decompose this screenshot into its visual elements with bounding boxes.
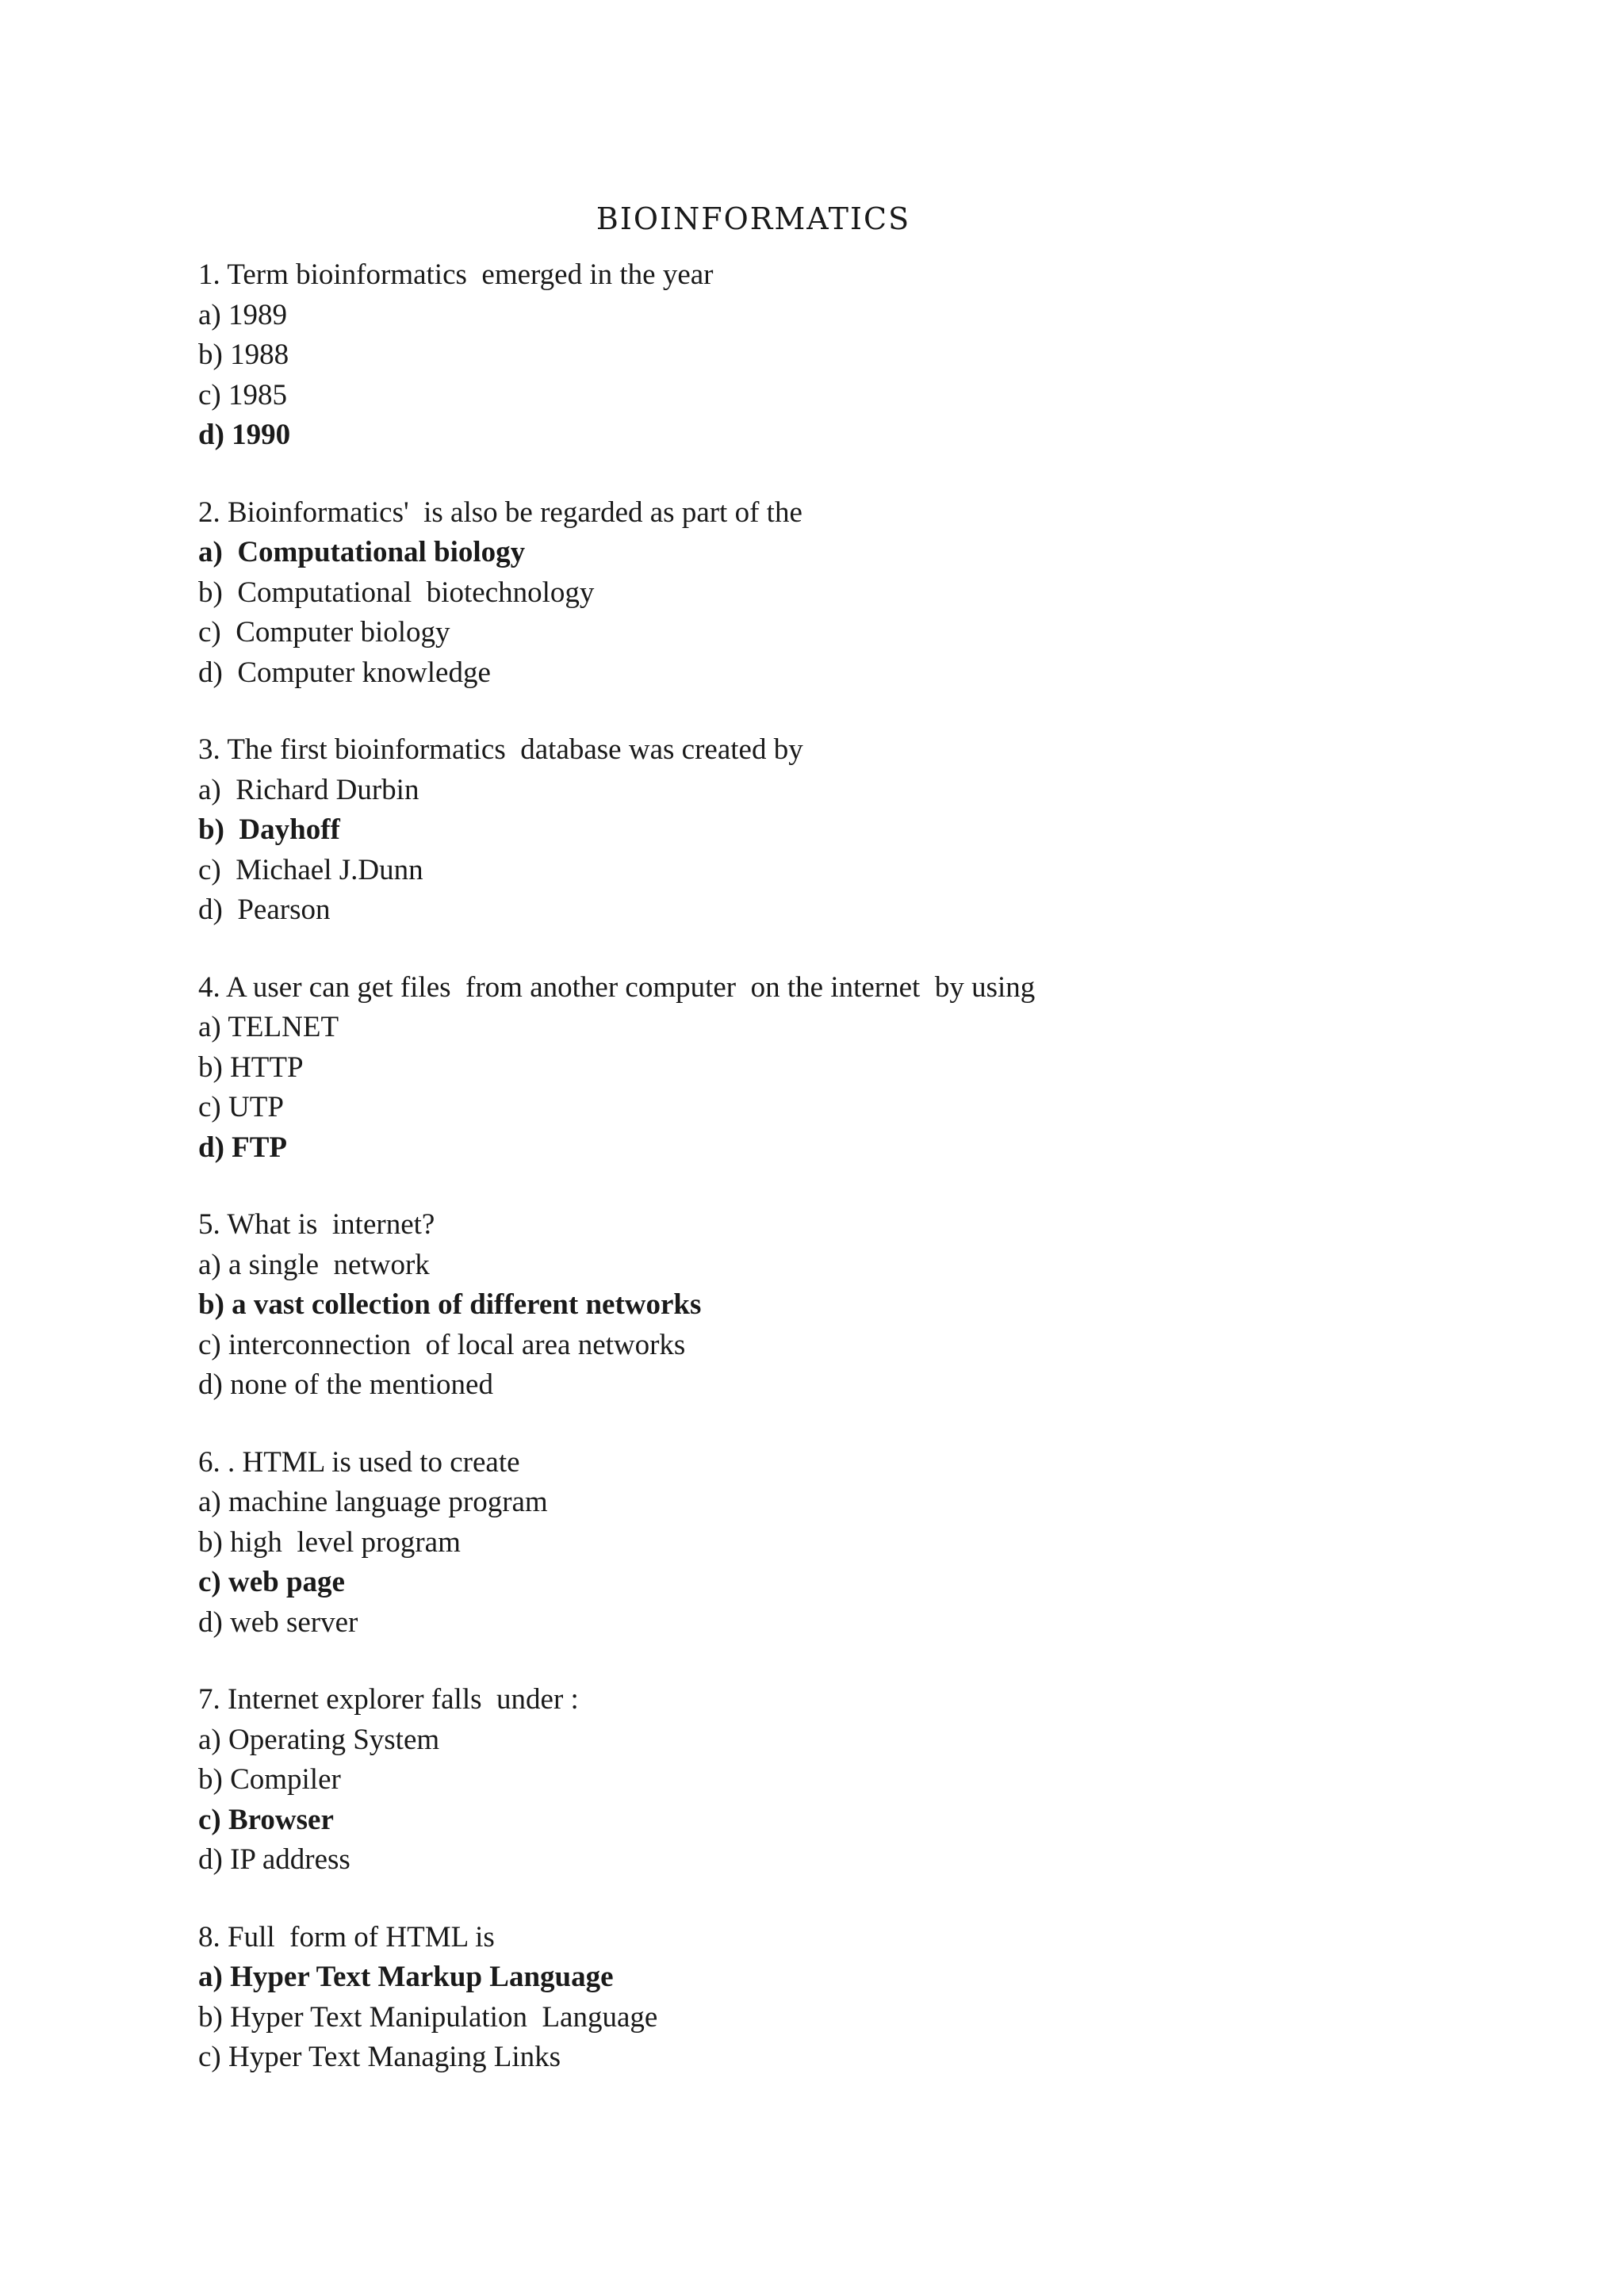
- answer-option: d) web server: [198, 1605, 358, 1639]
- question-text: 5. What is internet?: [198, 1208, 435, 1241]
- question-text: 4. A user can get files from another computer on the internet by using: [198, 970, 1036, 1004]
- correct-answer-option: d) 1990: [198, 419, 291, 451]
- question-block: [198, 1680, 1435, 1881]
- answer-option: c) UTP: [198, 1091, 284, 1123]
- correct-answer-option: b) Dayhoff: [198, 813, 340, 846]
- question-block: [198, 255, 1435, 456]
- answer-option: b) Compiler: [198, 1763, 341, 1796]
- question-block: [198, 1205, 1435, 1406]
- correct-answer-option: a) Computational biology: [198, 536, 526, 568]
- question-text: 2. Bioinformatics' is also be regarded as part of the: [198, 496, 802, 529]
- question-text: 7. Internet explorer falls under :: [198, 1683, 579, 1716]
- answer-option: b) 1988: [198, 339, 289, 371]
- question-text: 8. Full form of HTML is: [198, 1920, 495, 1954]
- answer-option: b) Hyper Text Manipulation Language: [198, 2000, 658, 2034]
- correct-answer-option: b) a vast collection of different networks: [198, 1288, 702, 1321]
- answer-option: a) 1989: [198, 298, 287, 331]
- question-text: 3. The first bioinformatics database was created by: [198, 733, 803, 766]
- correct-answer-option: d) FTP: [198, 1131, 288, 1164]
- question-block: [198, 493, 1435, 694]
- answer-option: c) Michael J.Dunn: [198, 853, 423, 886]
- correct-answer-option: c) Browser: [198, 1803, 334, 1836]
- correct-answer-option: c) web page: [198, 1566, 345, 1598]
- answer-option: a) Richard Durbin: [198, 773, 419, 806]
- answer-option: a) machine language program: [198, 1486, 548, 1518]
- page-title: BIOINFORMATICS: [596, 201, 911, 236]
- answer-option: c) 1985: [198, 378, 287, 411]
- question-block: [198, 1443, 1435, 1644]
- answer-option: d) Pearson: [198, 894, 331, 926]
- answer-option: c) Hyper Text Managing Links: [198, 2041, 561, 2073]
- correct-answer-option: a) Hyper Text Markup Language: [198, 1961, 614, 1993]
- answer-option: b) high level program: [198, 1525, 461, 1559]
- answer-option: a) TELNET: [198, 1011, 339, 1043]
- answer-option: a) a single network: [198, 1248, 430, 1281]
- answer-option: d) IP address: [198, 1843, 350, 1876]
- answer-option: c) interconnection of local area networks: [198, 1328, 686, 1361]
- quiz-page: [198, 197, 1435, 2115]
- answer-option: a) Operating System: [198, 1723, 440, 1756]
- question-block: [198, 968, 1435, 1169]
- answer-option: b) HTTP: [198, 1050, 304, 1084]
- answer-option: b) Computational biotechnology: [198, 576, 595, 609]
- question-block: [198, 730, 1435, 931]
- question-text: 6. . HTML is used to create: [198, 1445, 520, 1479]
- answer-option: d) none of the mentioned: [198, 1368, 493, 1401]
- answer-option: c) Computer biology: [198, 616, 450, 649]
- answer-option: d) Computer knowledge: [198, 656, 491, 689]
- question-text: 1. Term bioinformatics emerged in the year: [198, 258, 714, 291]
- question-block: [198, 1918, 1435, 2078]
